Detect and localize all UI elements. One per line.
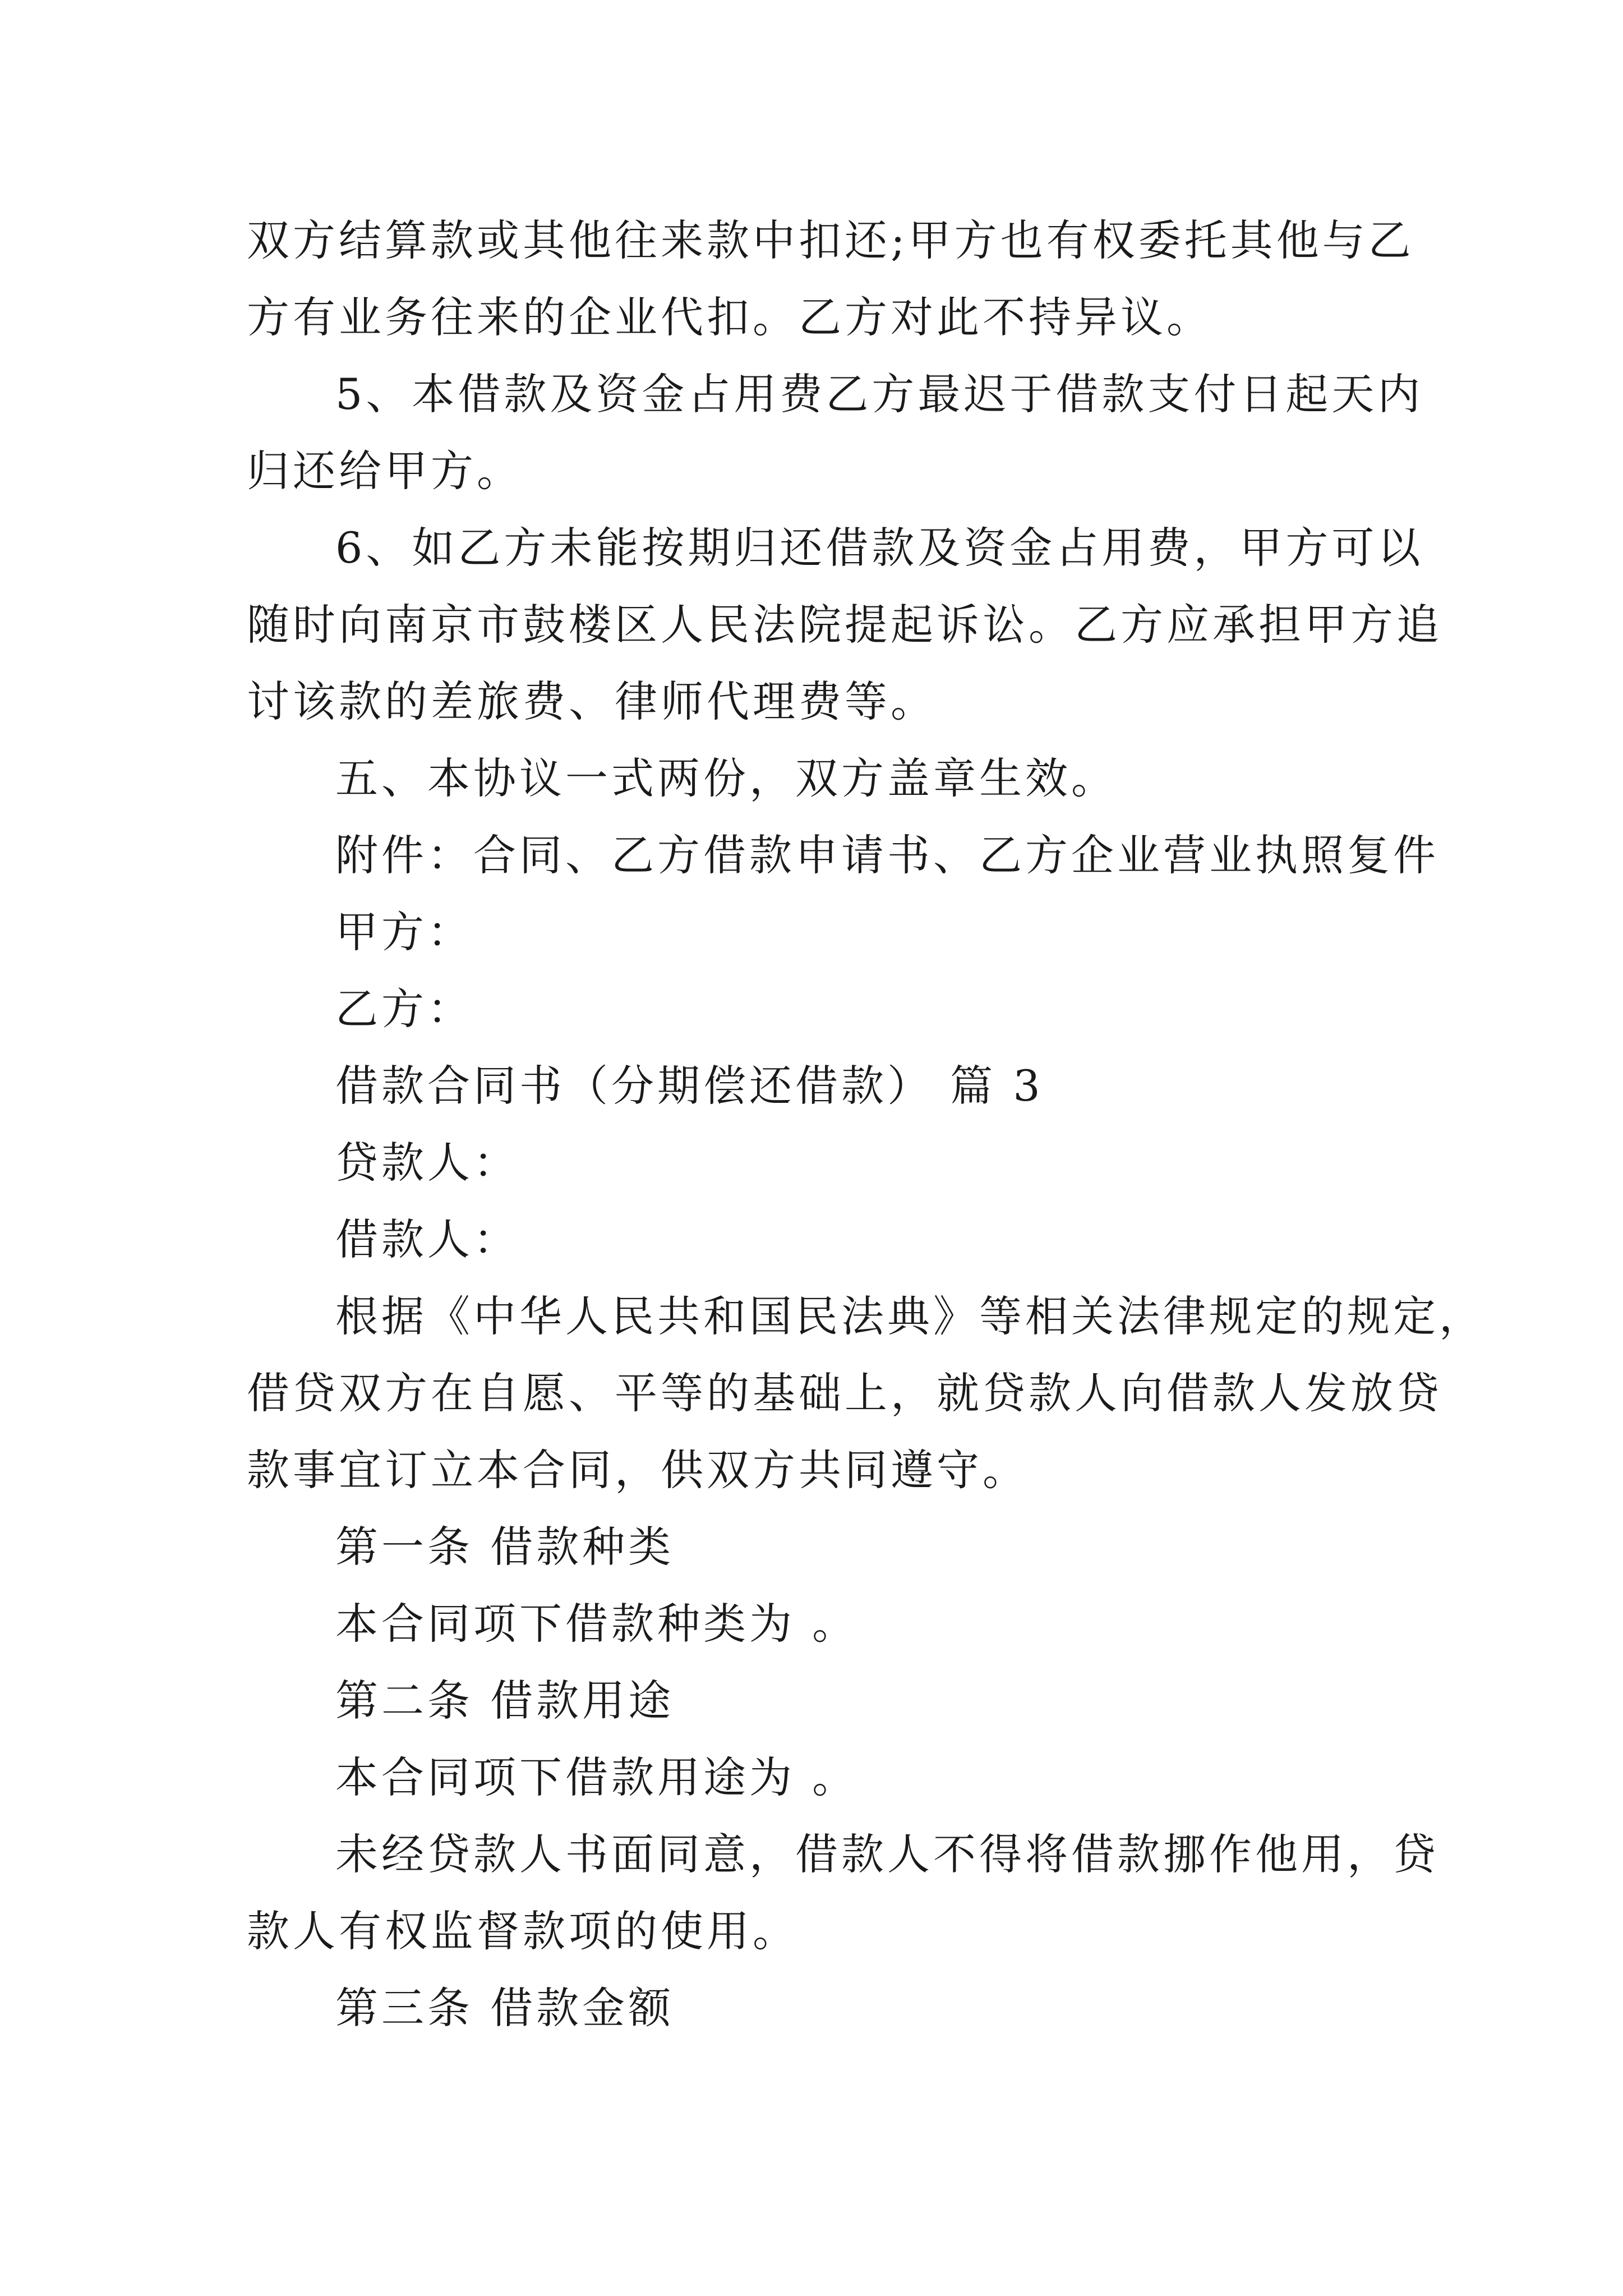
text-line: 讨该款的差旅费、律师代理费等。 bbox=[247, 677, 937, 726]
text-line: 乙方： bbox=[335, 984, 473, 1034]
text-line: 甲方： bbox=[335, 907, 473, 957]
text-line: 本合同项下借款用途为 。 bbox=[335, 1752, 859, 1802]
text-line: 借款人： bbox=[335, 1214, 519, 1264]
text-line: 五、本协议一式两份，双方盖章生效。 bbox=[335, 753, 1117, 803]
text-line: 方有业务往来的企业代扣。乙方对此不持异议。 bbox=[247, 292, 1212, 342]
text-line: 借款合同书（分期偿还借款） 篇 3 bbox=[335, 1061, 1044, 1111]
text-line: 款人有权监督款项的使用。 bbox=[247, 1906, 799, 1956]
text-line: 第二条 借款用途 bbox=[335, 1676, 675, 1726]
text-line: 贷款人： bbox=[335, 1138, 519, 1188]
text-line: 附件：合同、乙方借款申请书、乙方企业营业执照复件 bbox=[335, 830, 1439, 880]
text-line: 第一条 借款种类 bbox=[335, 1522, 675, 1572]
text-line: 根据《中华人民共和国民法典》等相关法律规定的规定， bbox=[335, 1291, 1485, 1341]
text-line: 第三条 借款金额 bbox=[335, 1983, 675, 2033]
text-line: 5、本借款及资金占用费乙方最迟于借款支付日起天内 bbox=[335, 369, 1424, 419]
text-line: 款事宜订立本合同，供双方共同遵守。 bbox=[247, 1445, 1029, 1495]
text-line: 未经贷款人书面同意，借款人不得将借款挪作他用，贷 bbox=[335, 1829, 1439, 1879]
text-line: 6、如乙方未能按期归还借款及资金占用费，甲方可以 bbox=[335, 523, 1424, 573]
text-line: 双方结算款或其他往来款中扣还;甲方也有权委托其他与乙 bbox=[247, 215, 1414, 265]
text-line: 借贷双方在自愿、平等的基础上，就贷款人向借款人发放贷 bbox=[247, 1368, 1442, 1418]
text-line: 本合同项下借款种类为 。 bbox=[335, 1599, 859, 1649]
document-body bbox=[247, 202, 1485, 2046]
text-line: 随时向南京市鼓楼区人民法院提起诉讼。乙方应承担甲方追 bbox=[247, 600, 1442, 650]
text-line: 归还给甲方。 bbox=[247, 446, 523, 496]
